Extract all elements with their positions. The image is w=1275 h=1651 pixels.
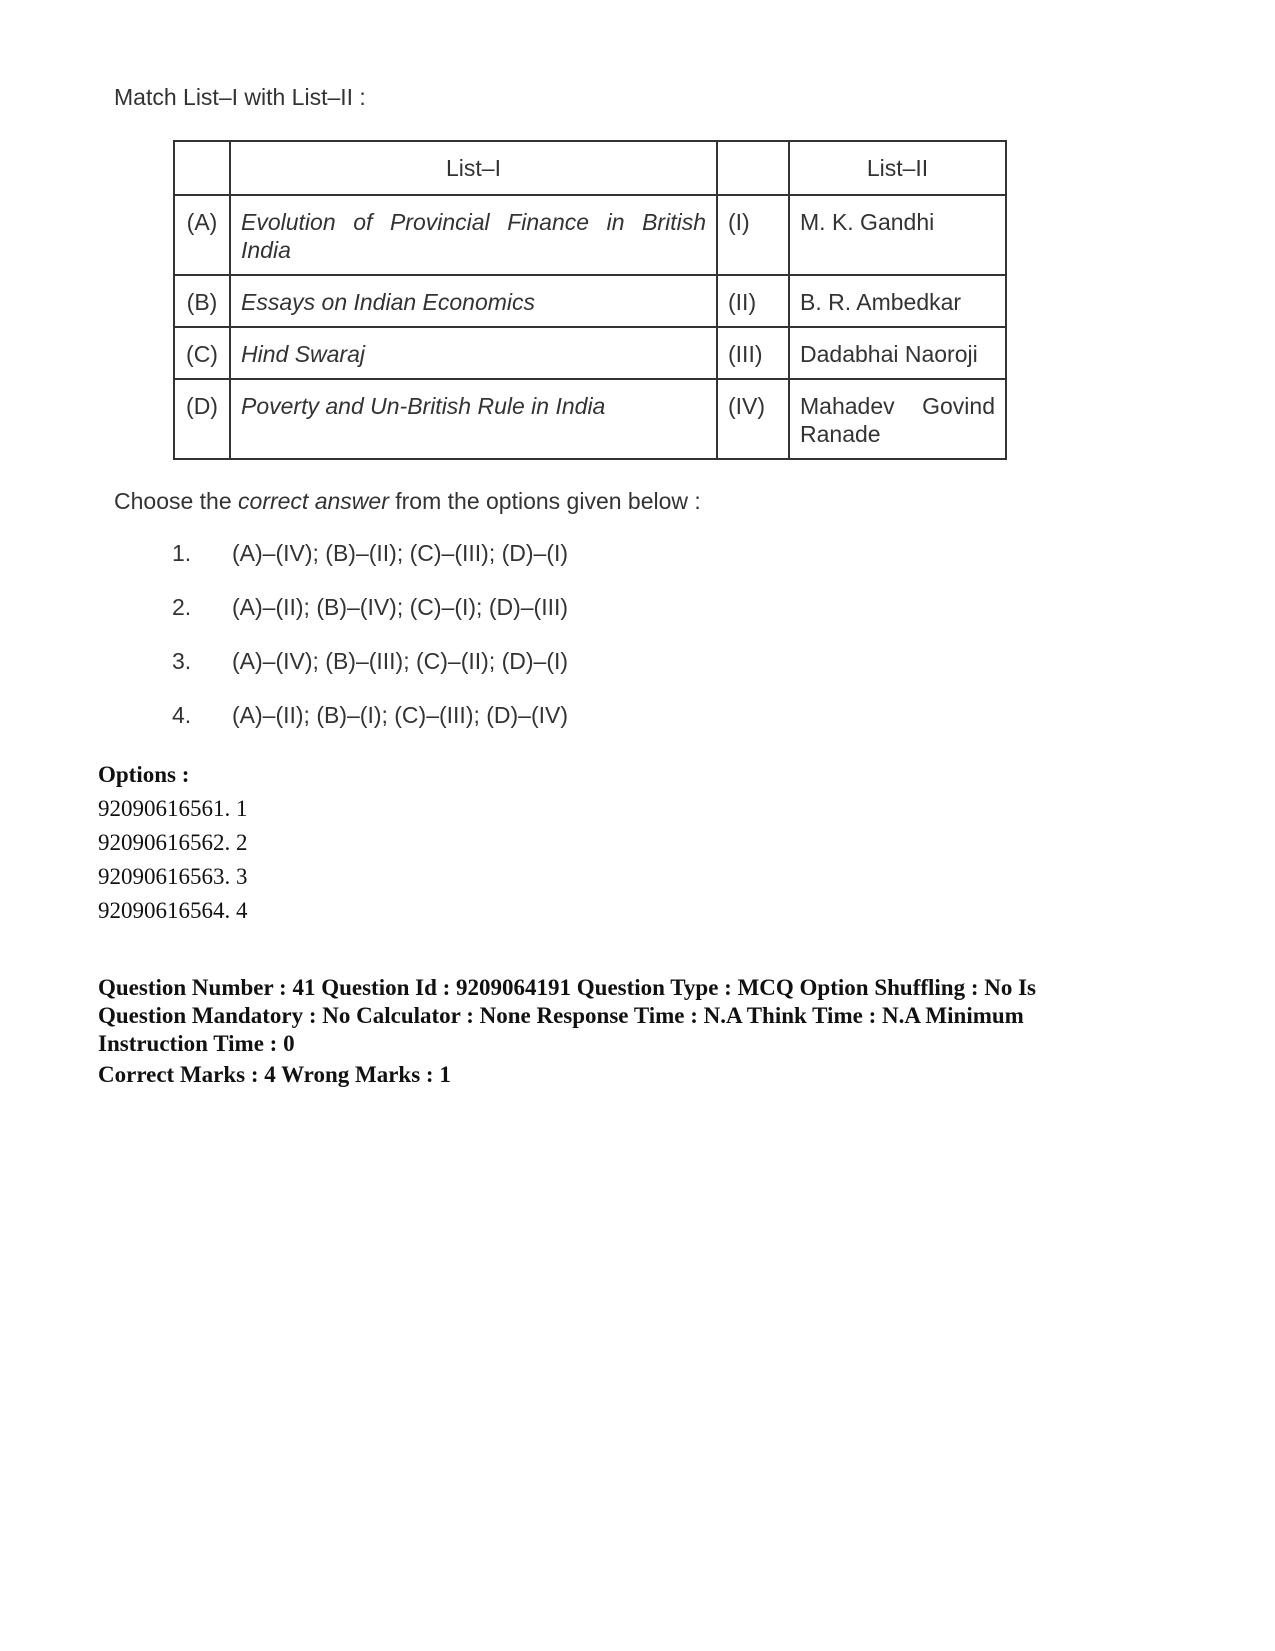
row-author: Mahadev Govind Ranade	[789, 379, 1006, 459]
row-code: (B)	[174, 275, 230, 327]
row-title: Essays on Indian Economics	[230, 275, 717, 327]
match-table	[173, 140, 1007, 460]
question-metadata: Question Number : 41 Question Id : 9209064191 Question Type : MCQ Option Shuffling : No Is Question Mandatory : No Calculator : None Response Time : N.A Think Time : N.A Minimum Instruction Time : 0	[98, 975, 1037, 1056]
choose-suffix: from the options given below :	[388, 488, 701, 514]
answer-text: (A)–(IV); (B)–(II); (C)–(III); (D)–(I)	[232, 540, 569, 566]
row-code: (C)	[174, 327, 230, 379]
option-item: 92090616561. 1	[98, 796, 248, 821]
table-header-row	[174, 141, 1006, 195]
row-title: Poverty and Un-British Rule in India	[230, 379, 717, 459]
choose-emphasis: correct answer	[238, 488, 389, 514]
row-author: B. R. Ambedkar	[789, 275, 1006, 327]
answer-text: (A)–(IV); (B)–(III); (C)–(II); (D)–(I)	[232, 648, 569, 674]
row-num: (IV)	[717, 379, 789, 459]
choose-instruction	[114, 488, 701, 515]
answer-text: (A)–(II); (B)–(IV); (C)–(I); (D)–(III)	[232, 594, 569, 620]
row-title: Evolution of Provincial Finance in British India	[230, 195, 717, 275]
option-item: 92090616562. 2	[98, 830, 248, 855]
table-row	[174, 379, 1006, 459]
row-num: (III)	[717, 327, 789, 379]
question-intro: Match List–I with List–II :	[114, 84, 366, 110]
row-author: Dadabhai Naoroji	[789, 327, 1006, 379]
answer-number: 1.	[172, 540, 192, 566]
answer-item	[172, 648, 568, 702]
answer-number: 4.	[172, 702, 192, 728]
header-list1: List–I	[230, 141, 717, 195]
answer-item	[172, 540, 568, 594]
row-num: (I)	[717, 195, 789, 275]
answer-text: (A)–(II); (B)–(I); (C)–(III); (D)–(IV)	[232, 702, 569, 728]
answer-item	[172, 594, 568, 648]
option-item: 92090616564. 4	[98, 898, 248, 923]
options-block	[98, 762, 248, 930]
table-row	[174, 327, 1006, 379]
row-title: Hind Swaraj	[230, 327, 717, 379]
answer-number: 2.	[172, 594, 192, 620]
row-author: M. K. Gandhi	[789, 195, 1006, 275]
answer-number: 3.	[172, 648, 192, 674]
row-code: (A)	[174, 195, 230, 275]
option-item: 92090616563. 3	[98, 864, 248, 889]
row-code: (D)	[174, 379, 230, 459]
table-row	[174, 275, 1006, 327]
header-code-cell	[174, 141, 230, 195]
row-num: (II)	[717, 275, 789, 327]
header-num-cell	[717, 141, 789, 195]
answer-item	[172, 702, 568, 756]
question-marks: Correct Marks : 4 Wrong Marks : 1	[98, 1062, 451, 1087]
options-heading: Options :	[98, 762, 190, 787]
header-list2: List–II	[789, 141, 1006, 195]
choose-prefix: Choose the	[114, 488, 239, 514]
table-row	[174, 195, 1006, 275]
answer-list	[172, 540, 568, 756]
